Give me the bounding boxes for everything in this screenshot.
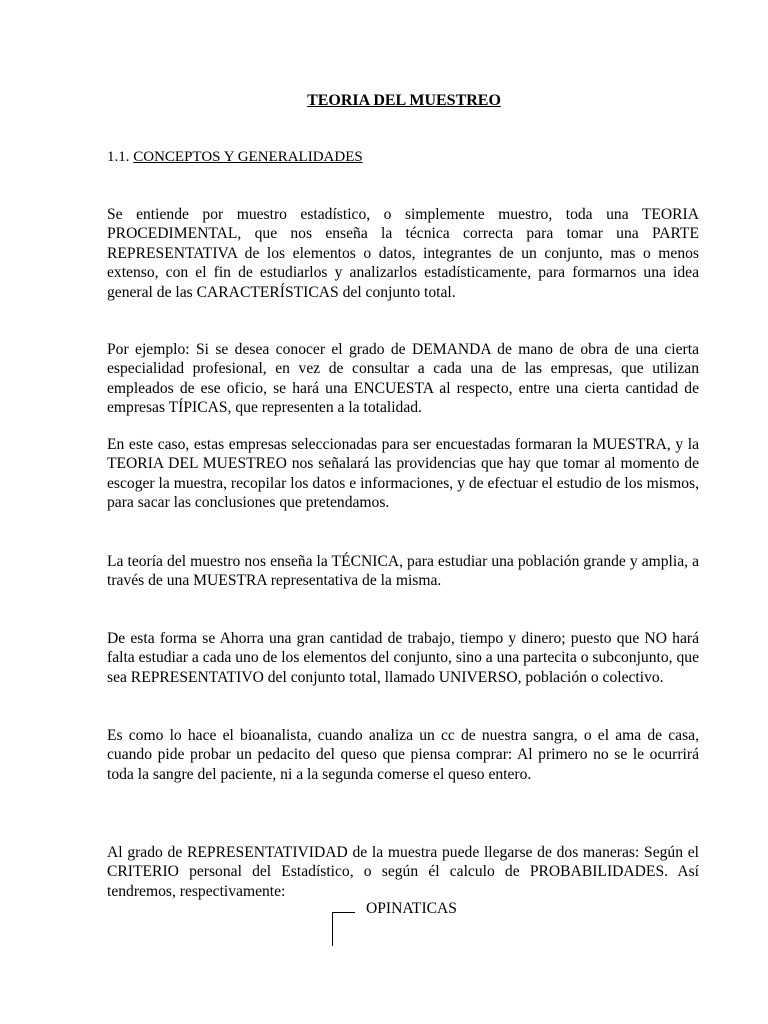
- paragraph-definition: Se entiende por muestro estadístico, o simplemente muestro, toda una TEORIA PROCEDIMENTAL, que nos enseña la técnica correcta para tomar una PARTE REPRESENTATIVA de los elementos o datos, integrantes de un conjunto, mas o menos extenso, con el fin de estudiarlos y analizarlos estadísticamente, para formarnos una idea general de las CARACTERÍSTICAS del conjunto total.: [107, 206, 699, 301]
- section-title: CONCEPTOS Y GENERALIDADES: [133, 149, 363, 165]
- paragraph-savings: De esta forma se Ahorra una gran cantidad de trabajo, tiempo y dinero; puesto que NO hará falta estudiar a cada uno de los elementos del conjunto, sino a una partecita o subconjunto, que sea REPRESENTATIVO del conjunto total, llamado UNIVERSO, población o colectivo.: [107, 630, 699, 686]
- section-heading: [107, 149, 363, 166]
- paragraph-case: En este caso, estas empresas seleccionadas para ser encuestadas formaran la MUESTRA, y la TEORIA DEL MUESTREO nos señalará las providencias que hay que tomar al momento de escoger la muestra, recopilar los datos e informaciones, y de efectuar el estudio de los mismos, para sacar las conclusiones que pretendamos.: [107, 436, 699, 512]
- paragraph-representativity: Al grado de REPRESENTATIVIDAD de la muestra puede llegarse de dos maneras: Según el CRITERIO personal del Estadístico, o según él calculo de PROBABILIDADES. Así tendremos, respectivamente:: [107, 844, 699, 900]
- diagram-label-opinaticas: OPINATICAS: [366, 900, 457, 917]
- paragraph-technique: La teoría del muestro nos enseña la TÉCNICA, para estudiar una población grande y amplia, a través de una MUESTRA representativa de la misma.: [107, 553, 699, 590]
- section-number: 1.1.: [107, 149, 130, 165]
- paragraph-analogy: Es como lo hace el bioanalista, cuando analiza un cc de nuestra sangra, o el ama de casa, cuando pide probar un pedacito del queso que piensa comprar: Al primero no se le ocurrirá toda la sangre del paciente, ni a la segunda comerse el queso entero.: [107, 727, 699, 783]
- diagram-bracket: [332, 912, 355, 946]
- document-title: TEORIA DEL MUESTREO: [307, 92, 501, 109]
- paragraph-example: Por ejemplo: Si se desea conocer el grado de DEMANDA de mano de obra de una cierta especialidad profesional, en vez de consultar a cada una de las empresas, que utilizan empleados de ese oficio, se hará una ENCUESTA al respecto, entre una cierta cantidad de empresas TÍPICAS, que representen a la totalidad.: [107, 341, 699, 417]
